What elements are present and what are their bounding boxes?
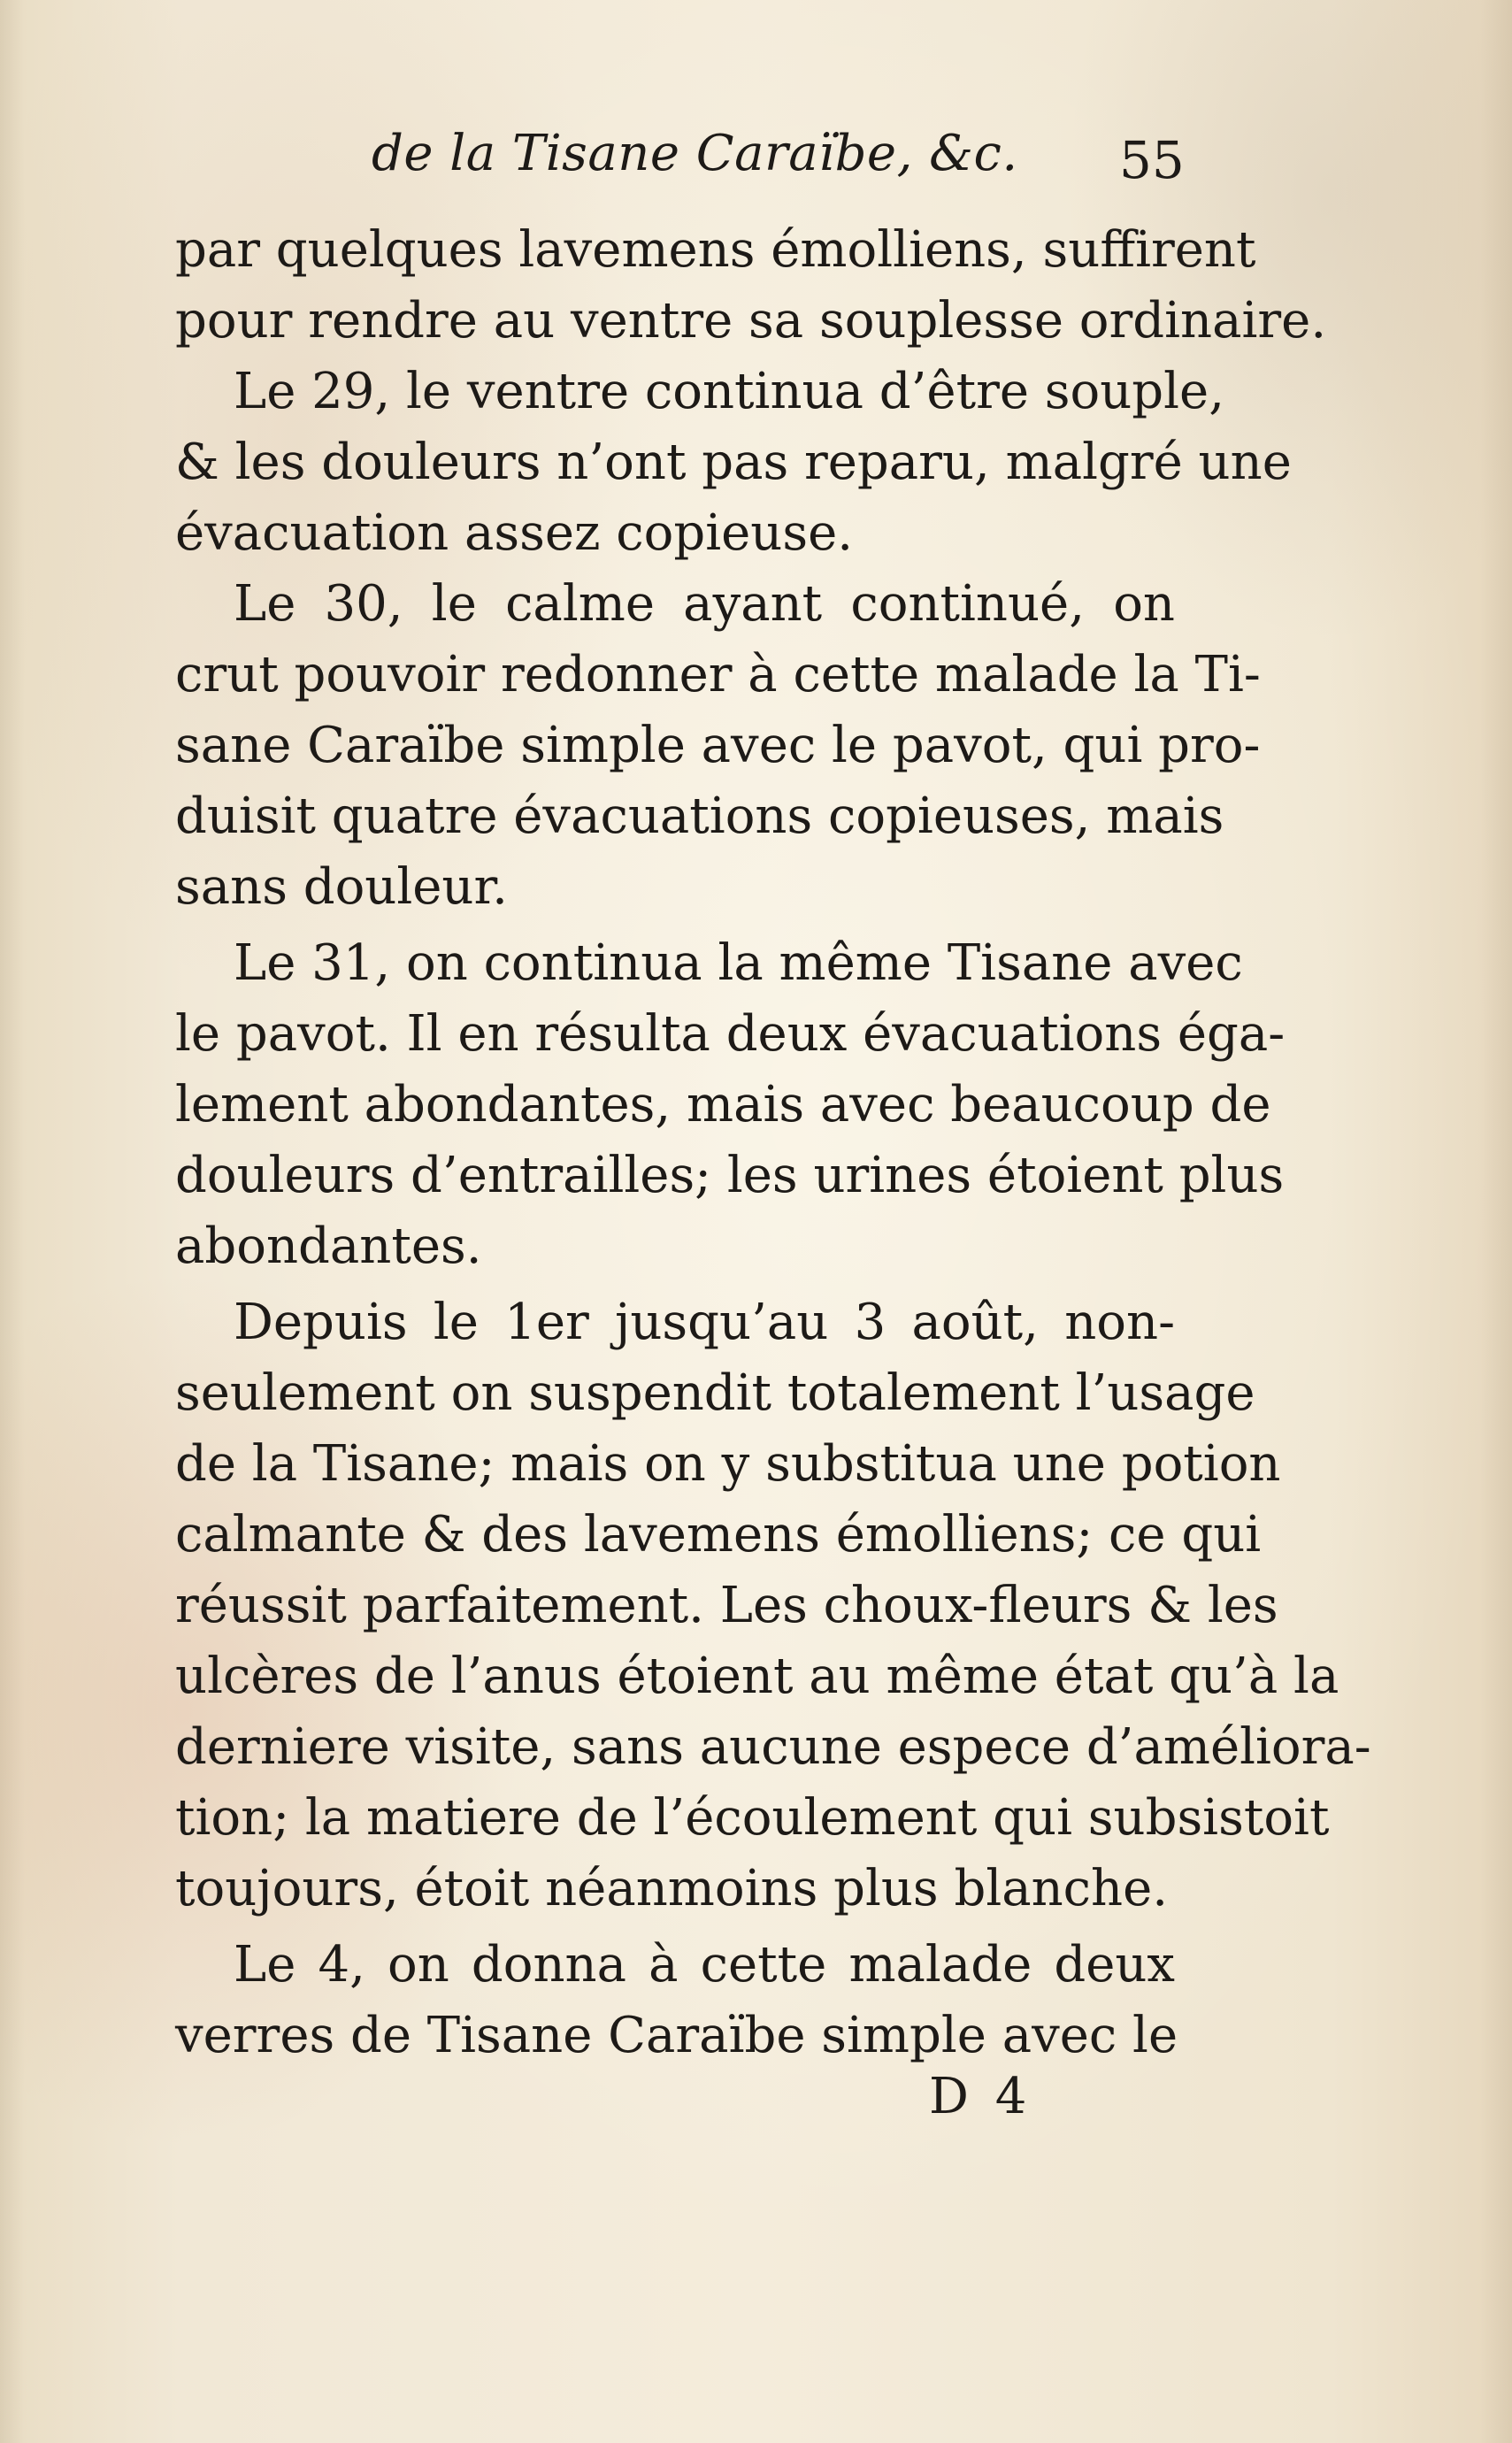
page-edge-shadow-right	[1480, 0, 1512, 2443]
text-line: sans douleur.	[175, 858, 508, 916]
text-line: ulcères de l’anus étoient au même état qu’à la	[175, 1648, 1339, 1705]
page-number: 55	[1119, 130, 1185, 190]
text-line: sane Caraïbe simple avec le pavot, qui pro-	[175, 717, 1261, 774]
page-edge-shadow-left	[0, 0, 25, 2443]
signature-mark: D 4	[929, 2068, 1032, 2125]
paragraph-first-line: Depuis le 1er jusqu’au 3 août, non-	[234, 1294, 1175, 1351]
text-line: verres de Tisane Caraïbe simple avec le	[175, 2007, 1178, 2064]
text-line: & les douleurs n’ont pas reparu, malgré une	[175, 434, 1292, 491]
text-line: abondantes.	[175, 1218, 482, 1275]
text-line: calmante & des lavemens émolliens; ce qui	[175, 1506, 1262, 1563]
text-line: réussit parfaitement. Les choux-fleurs & les	[175, 1577, 1278, 1634]
page-header	[372, 124, 1185, 204]
text-line: pour rendre au ventre sa souplesse ordinaire.	[175, 292, 1327, 350]
text-line: par quelques lavemens émolliens, suffirent	[175, 221, 1256, 279]
paragraph-first-line: Le 31, on continua la même Tisane avec	[234, 934, 1243, 992]
text-line: évacuation assez copieuse.	[175, 504, 854, 562]
text-line: de la Tisane; mais on y substitua une potion	[175, 1435, 1281, 1493]
text-line: lement abondantes, mais avec beaucoup de	[175, 1076, 1271, 1133]
running-head: de la Tisane Caraïbe, &c.	[372, 125, 1018, 182]
text-line: duisit quatre évacuations copieuses, mais	[175, 787, 1224, 845]
text-line: douleurs d’entrailles; les urines étoient plus	[175, 1147, 1285, 1204]
text-line: tion; la matiere de l’écoulement qui subsistoit	[175, 1789, 1330, 1847]
text-line: derniere visite, sans aucune espece d’améliora-	[175, 1718, 1371, 1776]
paragraph-first-line: Le 4, on donna à cette malade deux	[234, 1936, 1175, 1994]
text-line: le pavot. Il en résulta deux évacuations éga-	[175, 1005, 1286, 1063]
paragraph-first-line: Le 29, le ventre continua d’être souple,	[234, 363, 1224, 420]
text-line: crut pouvoir redonner à cette malade la Ti-	[175, 646, 1261, 703]
paragraph-first-line: Le 30, le calme ayant continué, on	[234, 575, 1175, 633]
body-text	[175, 216, 1371, 2092]
text-line: seulement on suspendit totalement l’usage	[175, 1364, 1255, 1422]
text-line: toujours, étoit néanmoins plus blanche.	[175, 1860, 1169, 1917]
